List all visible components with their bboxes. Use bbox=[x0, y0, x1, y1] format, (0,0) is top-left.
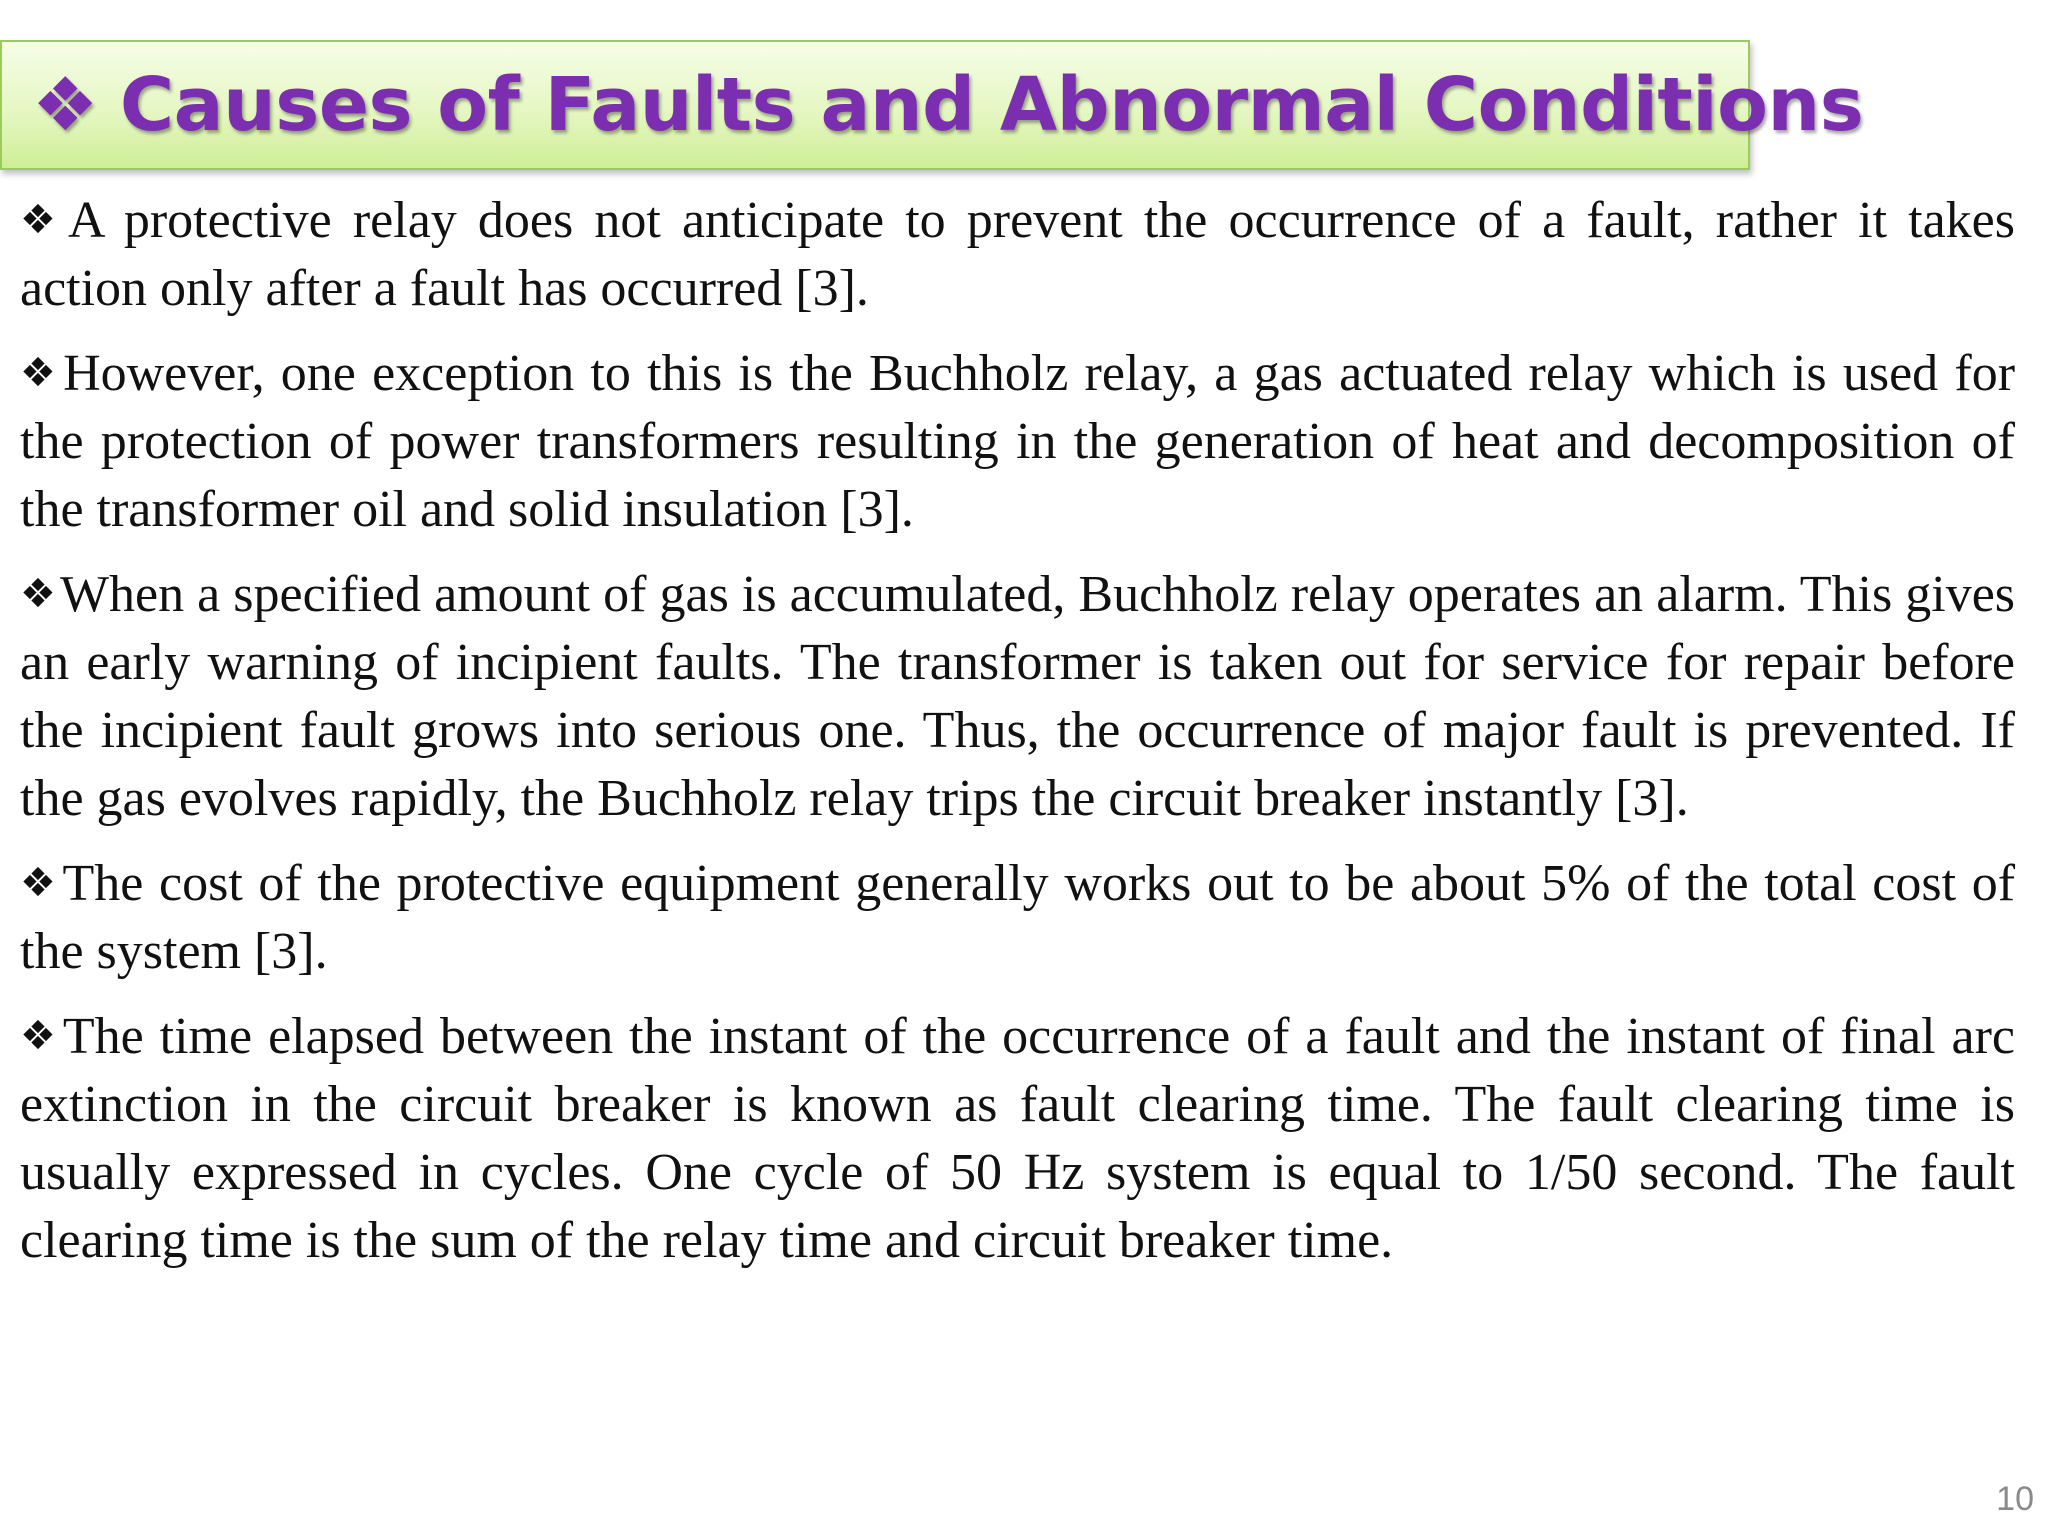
bullet-paragraph-1 bbox=[20, 186, 2015, 323]
bullet-text: The cost of the protective equipment generally works out to be about 5% of the total cost of the system [3]. bbox=[20, 855, 2016, 980]
bullet-paragraph-2 bbox=[20, 339, 2015, 544]
slide-title-text: Causes of Faults and Abnormal Conditions bbox=[119, 62, 1864, 148]
slide-title bbox=[32, 62, 1863, 148]
diamond-bullet-icon: ❖ bbox=[20, 197, 64, 243]
diamond-bullet-icon: ❖ bbox=[20, 1013, 59, 1059]
bullet-text: When a specified amount of gas is accumulated, Buchholz relay operates an alarm. This gives an early warning of incipient faults. The transformer is taken out for service for repair before the incipient fault grows into serious one. Thus, the occurrence of major fault is prevented. If the gas evolves rapidly, the Buchholz relay trips the circuit breaker instantly [3]. bbox=[20, 566, 2016, 827]
diamond-bullet-icon: ❖ bbox=[20, 860, 59, 906]
slide-body bbox=[20, 186, 2015, 1291]
diamond-bullet-icon: ❖ bbox=[20, 350, 60, 396]
diamond-bullet-icon: ❖ bbox=[20, 571, 56, 617]
title-bar bbox=[0, 40, 1864, 170]
bullet-text: A protective relay does not anticipate to prevent the occurrence of a fault, rather it takes action only after a fault has occurred [3]. bbox=[20, 192, 2015, 317]
bullet-paragraph-5 bbox=[20, 1002, 2015, 1275]
bullet-text: However, one exception to this is the Buchholz relay, a gas actuated relay which is used for the protection of power transformers resulting in the generation of heat and decomposition of the transformer oil and solid insulation [3]. bbox=[20, 345, 2016, 538]
diamond-bullet-icon: ❖ bbox=[32, 62, 98, 148]
bullet-paragraph-4 bbox=[20, 849, 2015, 986]
page-number: 10 bbox=[1996, 1480, 2034, 1518]
bullet-text: The time elapsed between the instant of the occurrence of a fault and the instant of final arc extinction in the circuit breaker is known as fault clearing time. The fault clearing time is usually expressed in cycles. One cycle of 50 Hz system is equal to 1/50 second. The fault clearing time is the sum of the relay time and circuit breaker time. bbox=[20, 1008, 2016, 1269]
bullet-paragraph-3 bbox=[20, 560, 2015, 833]
